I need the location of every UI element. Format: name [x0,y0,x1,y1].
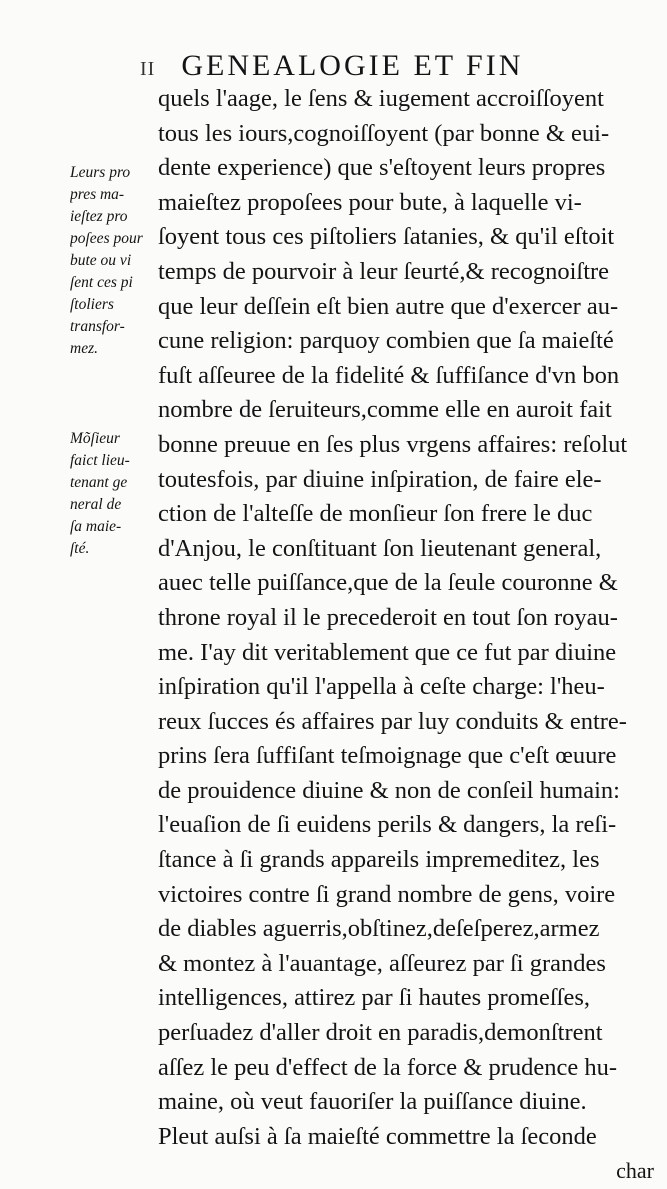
text-line: dente experience) que s'eſtoyent leurs propres [158,154,606,182]
text-line: que leur deſſein eſt bien autre que d'exercer au- [158,292,619,320]
margin-note-line: pres ma- [70,186,125,203]
text-line: inſpiration qu'il l'appella à ceſte charge: l'heu- [158,673,605,701]
text-line: & montez à l'auantage, aſſeurez par ſi grandes [158,949,606,977]
text-line: nombre de ſeruiteurs,comme elle en auroit fait [158,396,612,424]
text-line: me. I'ay dit veritablement que ce fut par diuine [158,638,617,666]
text-line: throne royal il le precederoit en tout ſon royau- [158,603,618,631]
text-line: ction de l'alteſſe de monſieur ſon frere le duc [158,500,593,528]
text-line: Pleut auſsi à ſa maieſté commettre la ſeconde [158,1122,597,1150]
text-line: de prouidence diuine & non de conſeil humain: [158,776,620,804]
text-line: ſtance à ſi grands appareils impremeditez, les [158,846,600,874]
text-line: cune religion: parquoy combien que ſa maieſté [158,327,614,355]
text-line: victoires contre ſi grand nombre de gens, voire [158,880,616,908]
margin-note-line: neral de [70,496,122,513]
margin-note-line: Leurs pro [70,164,131,181]
text-line: toutesfois, par diuine inſpiration, de faire ele- [158,465,602,493]
text-line: bonne preuue en ſes plus vrgens affaires: reſolut [158,430,628,458]
text-line: maieſtez propoſees pour bute, à laquelle vi- [158,188,582,216]
text-line: reux ſucces és affaires par luy conduits & entre- [158,707,627,735]
text-line: de diables aguerris,obſtinez,deſeſperez,armez [158,915,600,943]
margin-note-line: ieſtez pro [70,208,128,225]
text-line: ſoyent tous ces piſtoliers ſatanies, & qu'il eſtoit [158,223,615,251]
running-title: GENEALOGIE ET FIN [181,49,524,82]
text-line: fuſt aſſeuree de la fidelité & ſuffiſance d'vn bon [158,361,620,389]
body-text [158,82,658,1189]
margin-note-line: ſtoliers [70,296,114,313]
text-line: auec telle puiſſance,que de la ſeule couronne & [158,569,618,597]
margin-note-line: poſees pour [70,230,143,247]
text-line: d'Anjou, le conſtituant ſon lieutenant general, [158,534,602,562]
margin-note-line: ſent ces pi [70,274,133,291]
text-line: prins ſera ſuffiſant teſmoignage que c'eſt œuure [158,742,617,770]
text-line: l'euaſion de ſi euidens perils & dangers, la reſi- [158,811,617,839]
text-line: maine, où veut fauoriſer la puiſſance diuine. [158,1088,587,1116]
margin-note-line: ſa maie- [70,518,122,535]
margin-note-2 [70,428,152,560]
margin-note-line: ſté. [70,540,90,557]
text-line: tous les iours,cognoiſſoyent (par bonne & eui- [158,119,610,147]
catchword: char [616,1158,654,1184]
text-line: temps de pourvoir à leur ſeurté,& recognoiſtre [158,257,610,285]
margin-note-1 [70,162,152,360]
text-line: aſſez le peu d'effect de la force & prudence hu- [158,1053,618,1081]
margin-note-line: mez. [70,340,98,357]
text-line: intelligences, attirez par ſi hautes promeſſes, [158,984,590,1012]
margin-note-line: bute ou vi [70,252,132,269]
page-number: II [140,58,156,80]
text-line: perſuadez d'aller droit en paradis,demonſtrent [158,1019,603,1047]
text-line: quels l'aage, le ſens & iugement accroiſſoyent [158,85,604,112]
margin-note-line: Mõſieur [70,430,120,447]
margin-note-line: faict lieu- [70,452,130,469]
margin-note-line: tenant ge [70,474,128,491]
margin-note-line: transfor- [70,318,125,335]
